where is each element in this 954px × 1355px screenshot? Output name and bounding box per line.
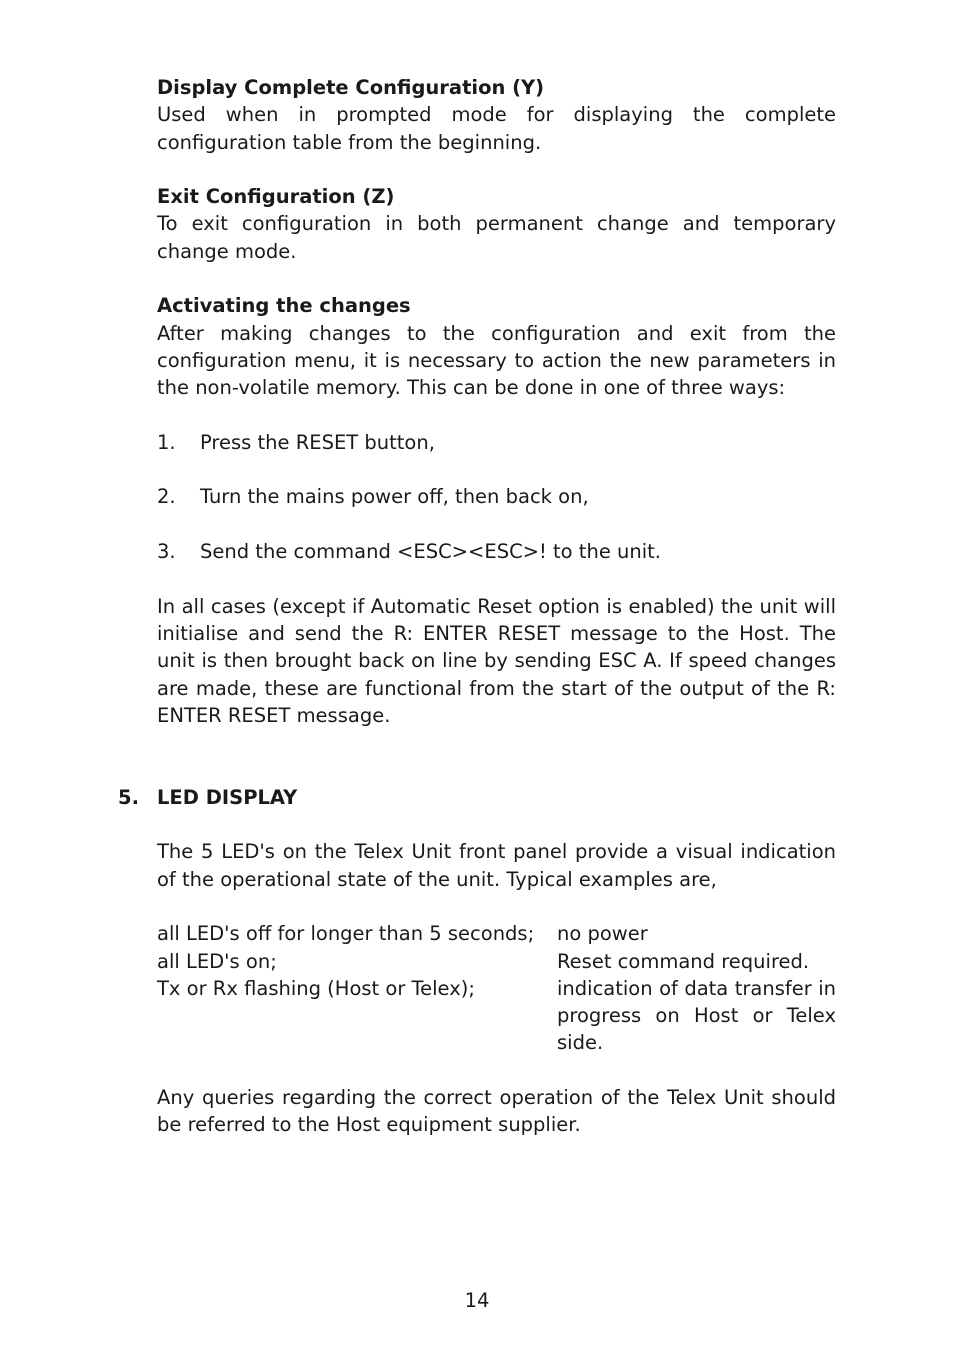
closing-paragraph: Any queries regarding the correct operation of the Telex Unit should be referred to the Host equipment supplier. [157, 1085, 836, 1137]
table-row [157, 920, 836, 947]
list-item [157, 429, 836, 456]
section-heading: Exit Configuration (Z) [157, 185, 395, 209]
section-number: 5. [118, 785, 139, 809]
table-row [157, 948, 836, 975]
led-intro-paragraph: The 5 LED's on the Telex Unit front panel provide a visual indication of the operational state of the unit. Typical examples are, [157, 840, 836, 891]
list-item-number: 1. [157, 430, 176, 454]
section-heading: Display Complete Configuration (Y) [157, 76, 545, 99]
section-display-complete-configuration [157, 74, 836, 156]
list-item-number: 2. [157, 485, 176, 509]
section-body: After making changes to the configuration and exit from the configuration menu, it is necessary to action the new parameters in the non-volatile memory. This can be done in one of three ways: [157, 321, 836, 400]
section-title: LED DISPLAY [157, 785, 298, 809]
list-item [157, 538, 836, 565]
section-body: To exit configuration in both permanent change and temporary change mode. [157, 212, 836, 263]
list-item-text: Send the command <ESC><ESC>! to the unit. [200, 540, 661, 564]
list-item-text: Press the RESET button, [200, 430, 435, 454]
section-heading: Activating the changes [157, 294, 411, 318]
section-exit-configuration [157, 183, 836, 265]
table-row [157, 975, 836, 1057]
list-item-number: 3. [157, 540, 176, 564]
led-condition: all LED's on; [157, 949, 277, 973]
page-content [118, 74, 836, 1139]
led-section-heading [118, 784, 836, 811]
led-status-table [157, 920, 836, 1056]
reset-paragraph: In all cases (except if Automatic Reset option is enabled) the unit will initialise and send the R: ENTER RESET message to the Host. The unit is then brought back on line by sending ESC A. If speed changes are made, these are functional from the start of the output of the R: ENTER RESET message. [157, 594, 836, 727]
led-meaning: Reset command required. [557, 949, 810, 973]
led-meaning: no power [557, 922, 648, 946]
steps-list [157, 429, 836, 565]
led-meaning: indication of data transfer in progress on Host or Telex side. [557, 976, 836, 1055]
section-activating-changes [157, 292, 836, 401]
list-item-text: Turn the mains power off, then back on, [200, 485, 589, 509]
led-condition: Tx or Rx flashing (Host or Telex); [157, 976, 475, 1000]
led-condition: all LED's off for longer than 5 seconds; [157, 922, 535, 946]
section-body: Used when in prompted mode for displaying the complete configuration table from the beginning. [157, 103, 836, 154]
list-item [157, 483, 836, 510]
page-number: 14 [464, 1289, 490, 1312]
